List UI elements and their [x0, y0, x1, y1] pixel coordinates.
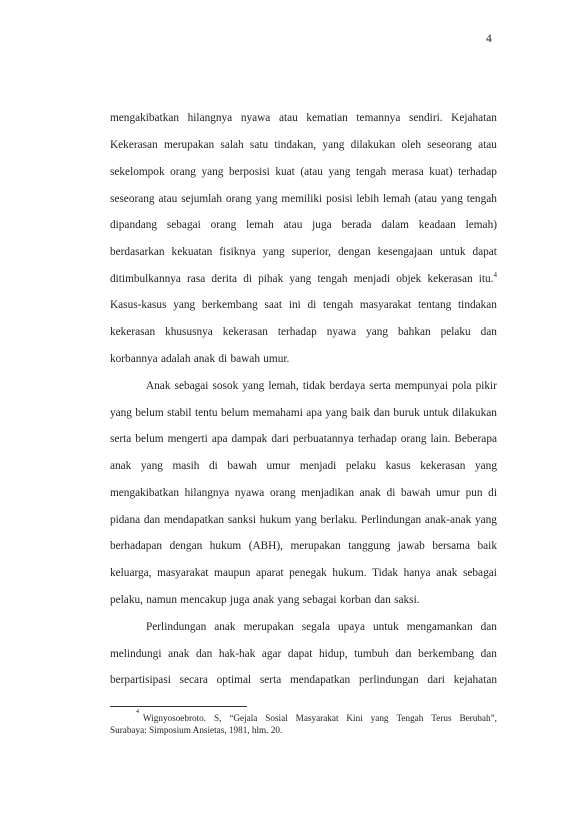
text-line: serta belum mengerti apa dampak dari perbuatannya terhadap orang lain. Beberapa	[110, 433, 497, 445]
text-line: Anak sebagai sosok yang lemah, tidak berdaya serta mempunyai pola pikir	[146, 380, 497, 392]
text-line: pidana dan mendapatkan sanksi hukum yang berlaku. Perlindungan anak-anak yang	[110, 514, 497, 526]
footnote-reference: 4	[493, 271, 497, 280]
footnote-line-1: 4 Wignyosoebroto. S, “Gejala Sosial Masyarakat Kini yang Tengah Terus Berubah”,	[136, 709, 497, 723]
text-line: Kekerasan merupakan salah satu tindakan, yang dilakukan oleh seseorang atau	[110, 139, 497, 151]
text-line: Perlindungan anak merupakan segala upaya untuk mengamankan dan	[146, 621, 497, 633]
footnote-line-2: Surabaya: Simposium Ansietas, 1981, hlm. 20.	[110, 725, 283, 735]
text-line: Kasus-kasus yang berkembang saat ini di tengah masyarakat tentang tindakan	[110, 299, 497, 311]
text-line: melindungi anak dan hak-hak agar dapat hidup, tumbuh dan berkembang dan	[110, 648, 497, 660]
text-line: sekelompok orang yang berposisi kuat (atau yang tengah merasa kuat) terhadap	[110, 166, 497, 178]
text-line: ditimbulkannya rasa derita di pihak yang tengah menjadi objek kekerasan itu.$^4$	[110, 271, 497, 285]
footnote-rule	[110, 706, 247, 707]
text-line: berpartisipasi secara optimal serta mendapatkan perlindungan dari kejahatan	[110, 674, 497, 686]
text-line: mengakibatkan hilangnya nyawa atau kematian temannya sendiri. Kejahatan	[110, 112, 497, 124]
text-line: dipandang sebagai orang lemah atau juga berada dalam keadaan lemah)	[110, 219, 497, 231]
footnote-number: 4	[136, 709, 139, 715]
text-line: anak yang masih di bawah umur menjadi pelaku kasus kekerasan yang	[110, 460, 497, 472]
text-line: keluarga, masyarakat maupun aparat penegak hukum. Tidak hanya anak sebagai	[110, 567, 497, 579]
text-line: mengakibatkan hilangnya nyawa orang menjadikan anak di bawah umur pun di	[110, 487, 497, 499]
text-line: pelaku, namun mencakup juga anak yang sebagai korban dan saksi.	[110, 594, 420, 606]
text-line: yang belum stabil tentu belum memahami apa yang baik dan buruk untuk dilakukan	[110, 407, 497, 419]
text-line: korbannya adalah anak di bawah umur.	[110, 353, 290, 365]
text-line: kekerasan khususnya kekerasan terhadap nyawa yang bahkan pelaku dan	[110, 326, 497, 338]
page-number: 4	[486, 33, 492, 45]
text-line: seseorang atau sejumlah orang yang memiliki posisi lebih lemah (atau yang tengah	[110, 193, 497, 205]
text-line: berhadapan dengan hukum (ABH), merupakan tanggung jawab bersama baik	[110, 540, 497, 552]
text-line: berdasarkan kekuatan fisiknya yang superior, dengan kesengajaan untuk dapat	[110, 246, 497, 258]
